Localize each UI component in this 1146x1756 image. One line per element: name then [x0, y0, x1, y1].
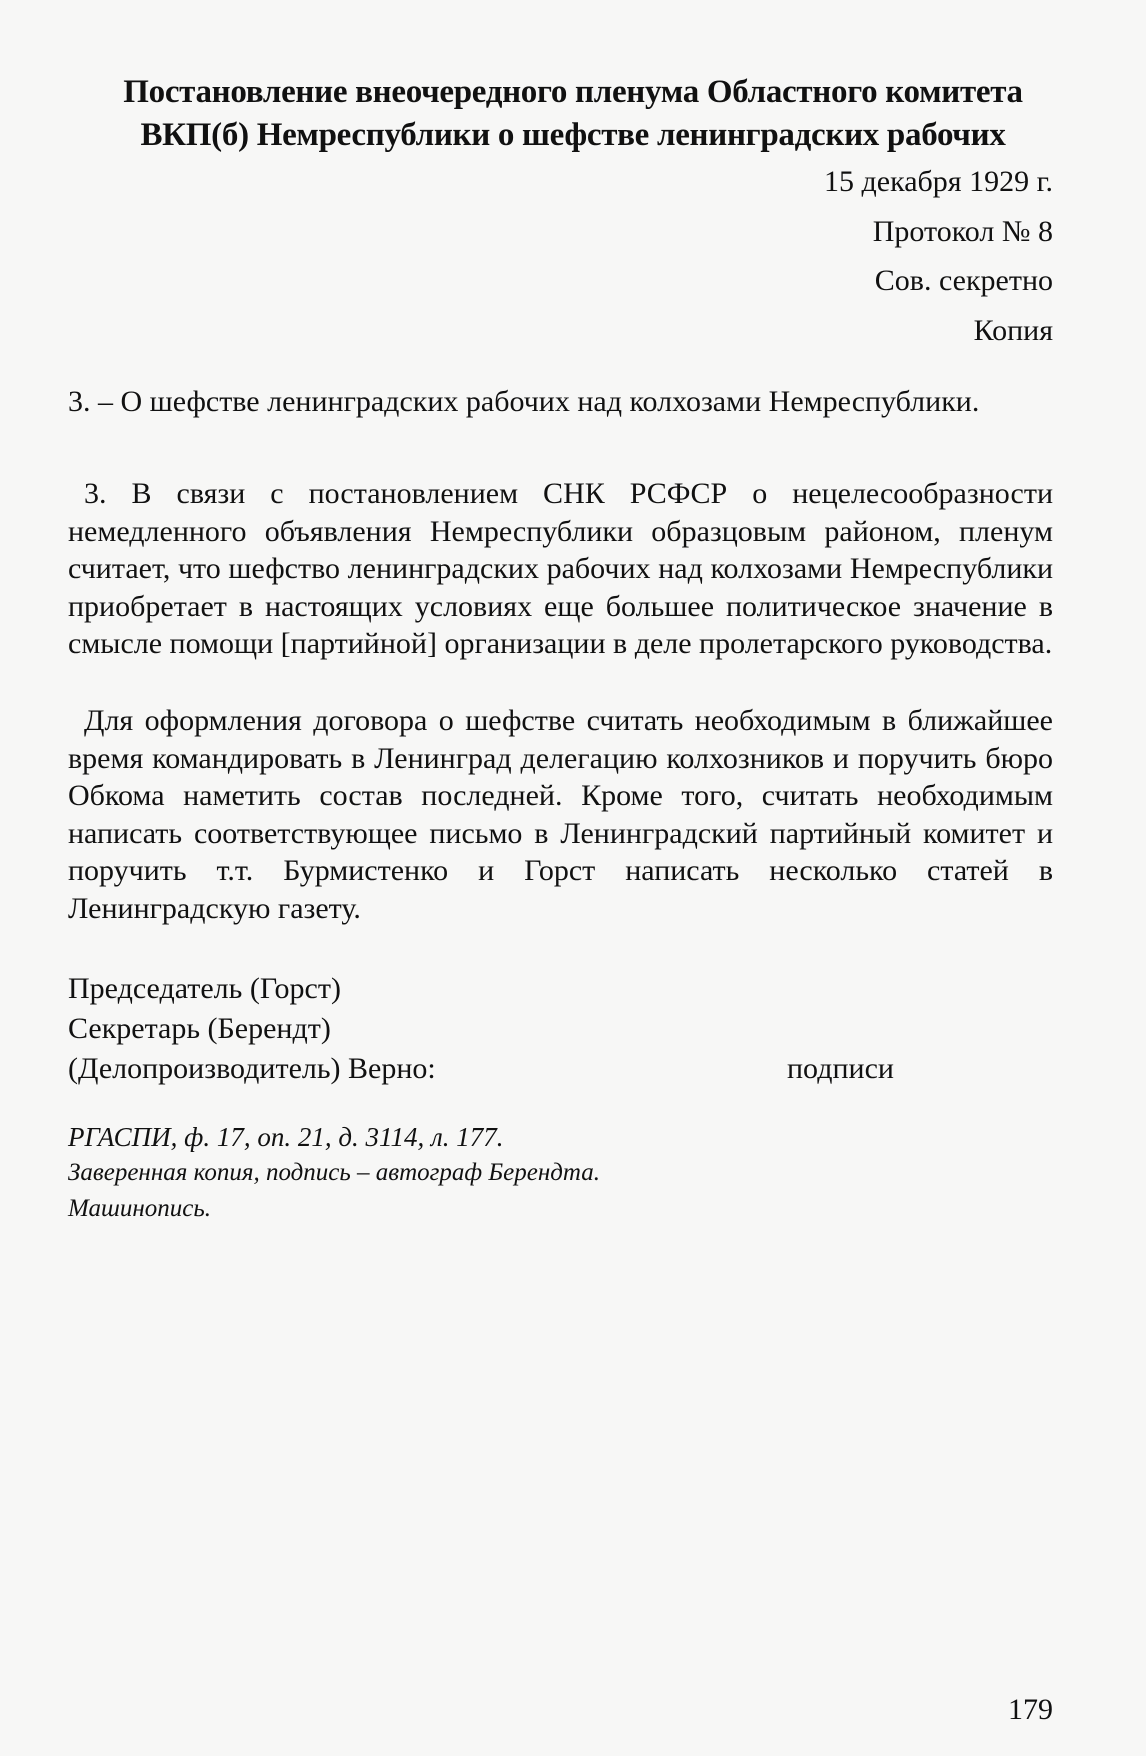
- protocol-number: Протокол № 8: [872, 215, 1053, 248]
- agenda-item: 3. – О шефстве ленинградских рабочих над колхозами Немреспублики.: [68, 385, 980, 418]
- document-title-line-2: ВКП(б) Немреспублики о шефстве ленинградских рабочих: [140, 117, 1006, 153]
- document-date: 15 декабря 1929 г.: [824, 165, 1053, 198]
- resolution-paragraph-1: 3. В связи с постановлением СНК РСФСР о нецелесообразности немедленного объявления Немреспублики образцовым районом, пленум считает, что шефство ленинградских рабочих над колхозами Немреспублики приобретает в настоящих условиях еще большее политическое значение в смысле помощи [партийной] организации в деле пролетарского руководства.: [68, 477, 1053, 660]
- document-type-note: Машинопись.: [68, 1195, 211, 1222]
- chairman-line: Председатель (Горст): [68, 972, 341, 1005]
- document-title-line-1: Постановление внеочередного пленума Областного комитета: [123, 74, 1023, 110]
- archive-reference: РГАСПИ, ф. 17, оп. 21, д. 3114, л. 177.: [68, 1122, 504, 1152]
- classification-mark: Сов. секретно: [874, 264, 1053, 297]
- page-number: 179: [1008, 1693, 1053, 1726]
- clerk-line: (Делопроизводитель) Верно:: [68, 1052, 436, 1085]
- resolution-paragraph-2: Для оформления договора о шефстве считать необходимым в ближайшее время командировать в Ленинград делегацию колхозников и поручить бюро Обкома наметить состав последней. Кроме того, считать необходимым написать соответствующее письмо в Ленинградский партийный комитет и поручить т.т. Бурмистенко и Горст написать несколько статей в Ленинградскую газету.: [68, 704, 1053, 925]
- signatures-label: подписи: [787, 1052, 894, 1085]
- secretary-line: Секретарь (Берендт): [68, 1012, 331, 1045]
- certification-note: Заверенная копия, подпись – автограф Берендта.: [68, 1159, 601, 1186]
- copy-mark: Копия: [973, 314, 1053, 347]
